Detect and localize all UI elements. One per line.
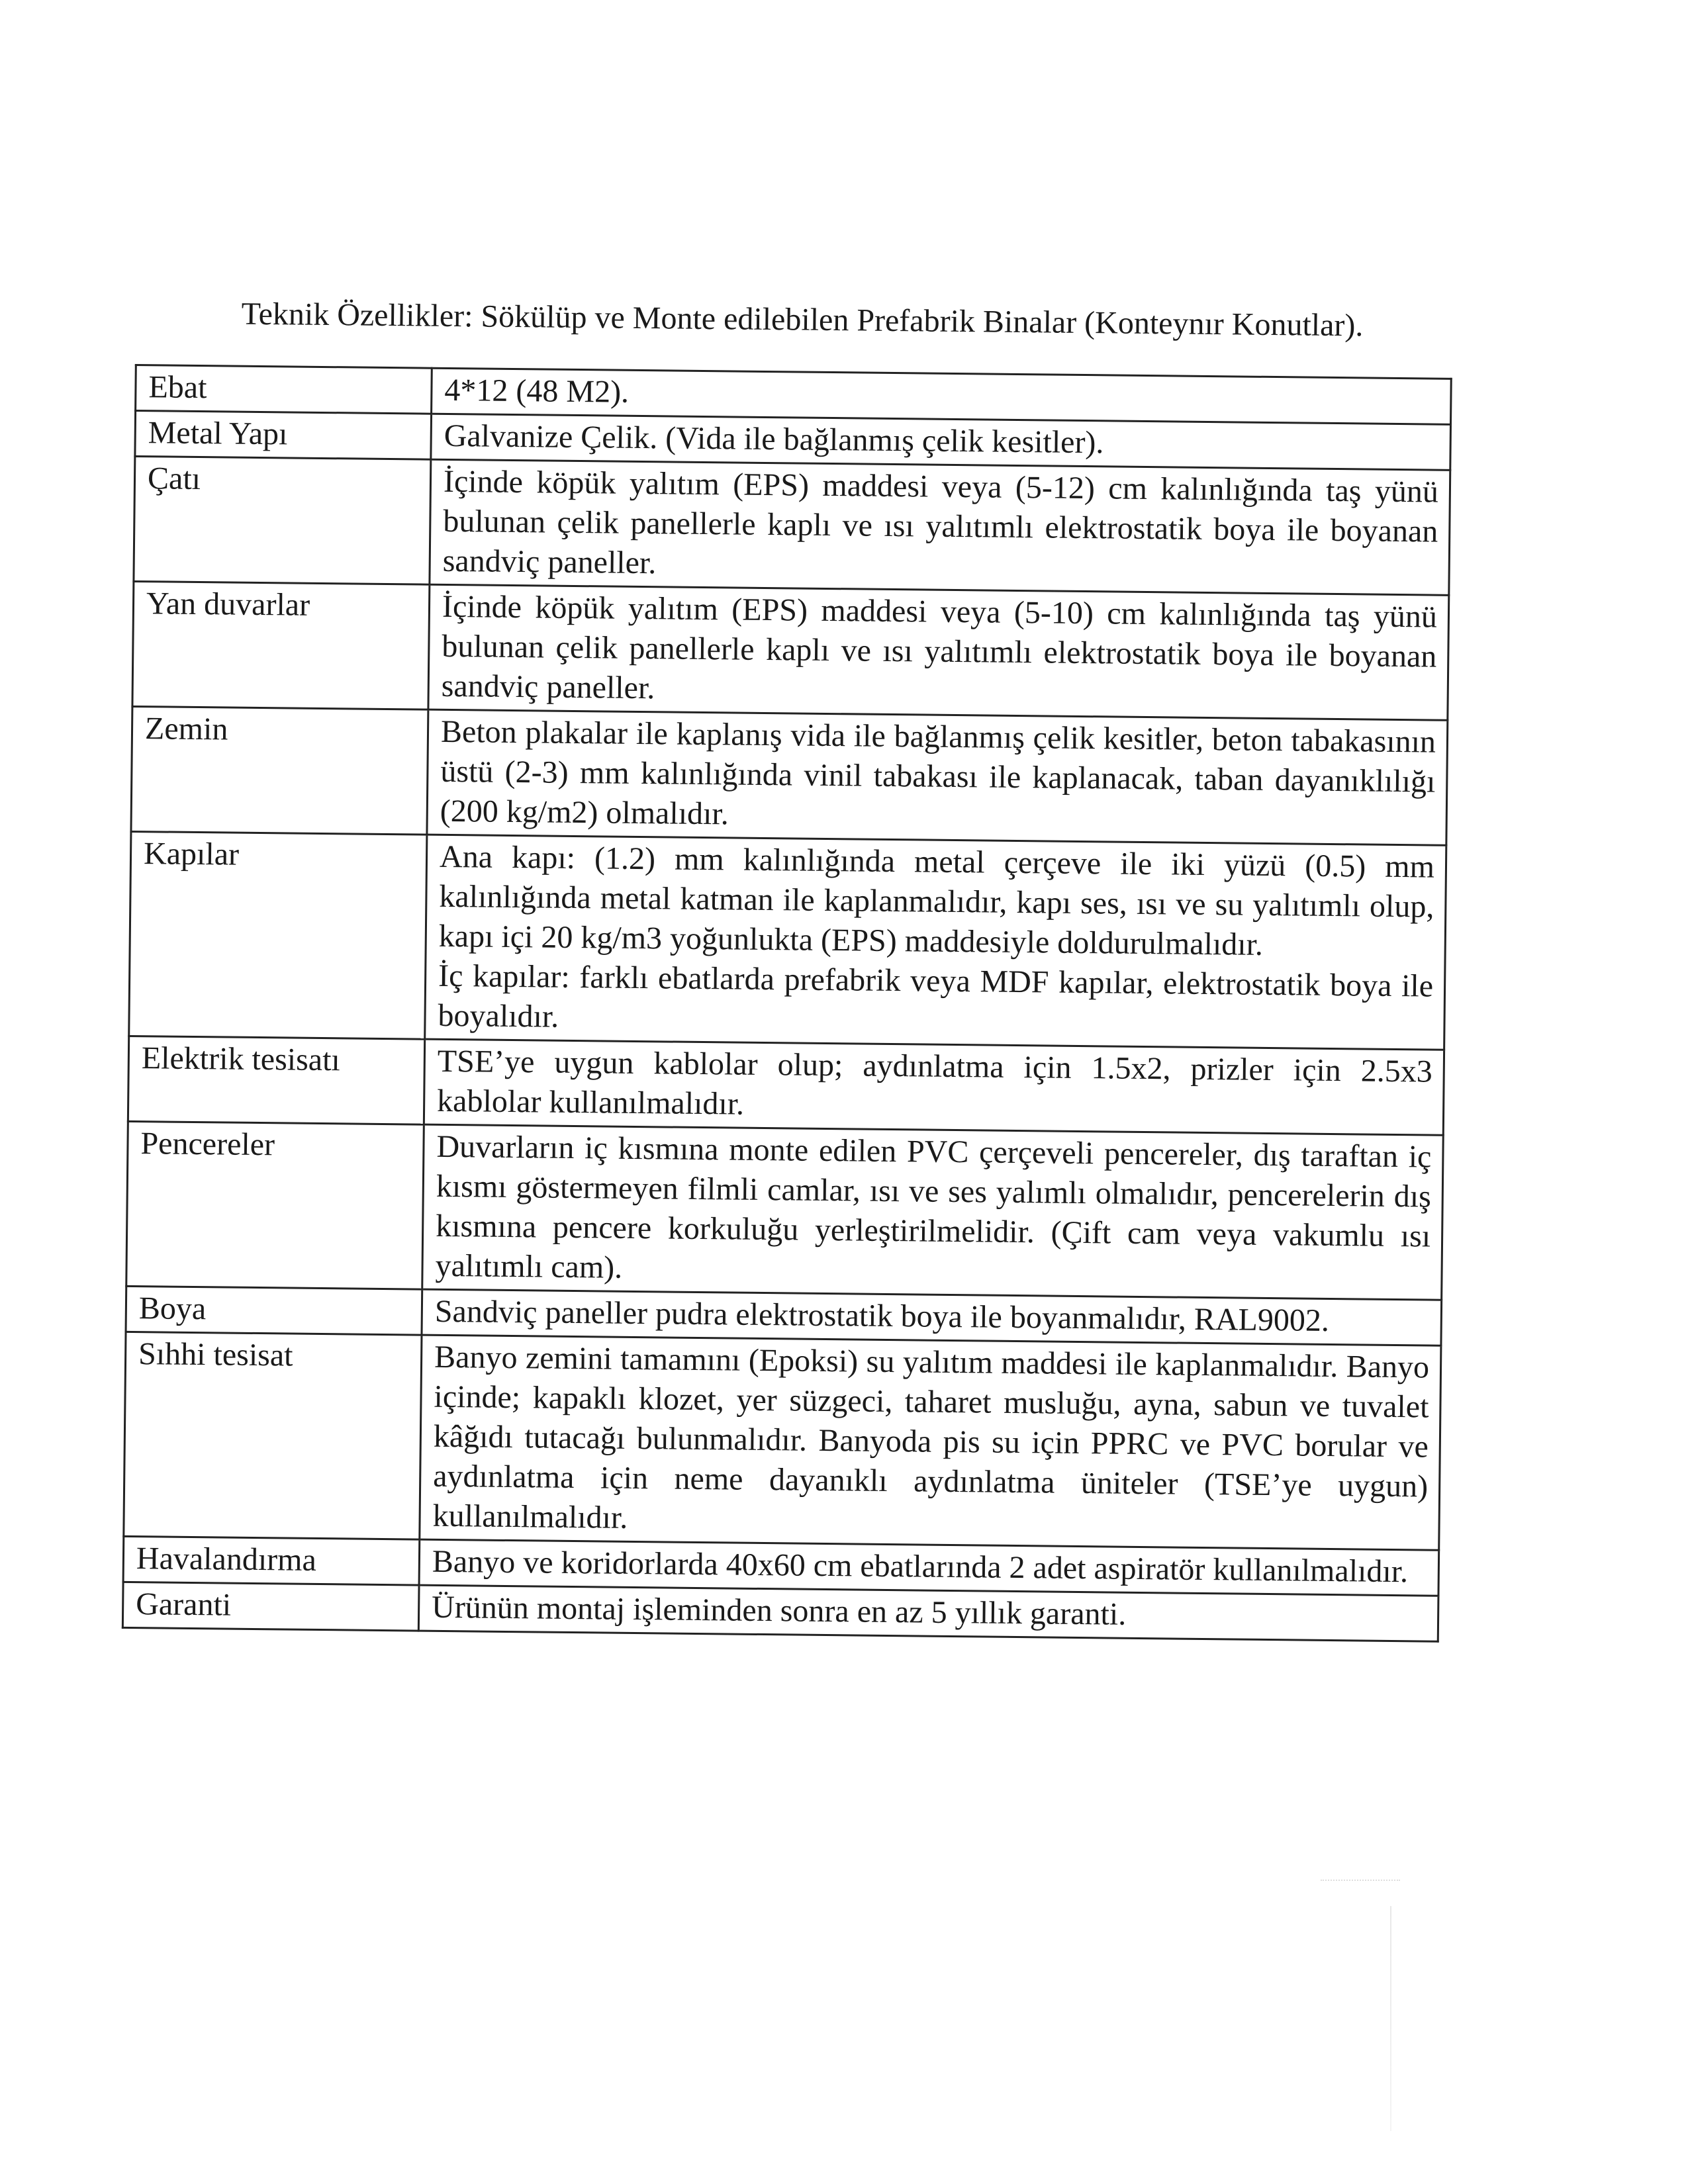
spec-label: Boya (126, 1286, 422, 1335)
scan-edge-line (1390, 1906, 1391, 2131)
spec-value-paragraph: Ürünün montaj işleminden sonra en az 5 yıllık garanti. (431, 1589, 1127, 1632)
spec-label: Garanti (122, 1582, 419, 1631)
spec-label: Elektrik tesisatı (128, 1036, 424, 1124)
spec-label: Kapılar (129, 831, 427, 1039)
document-sheet (122, 291, 1453, 1643)
scan-artifact (1321, 1880, 1400, 1885)
spec-value (425, 835, 1446, 1050)
spec-table-body (122, 365, 1451, 1642)
spec-label: Zemin (131, 706, 428, 835)
spec-label: Havalandırma (123, 1536, 420, 1585)
spec-row (124, 1332, 1441, 1550)
spec-row (132, 581, 1449, 720)
spec-row (129, 831, 1446, 1050)
spec-value (418, 1585, 1438, 1641)
spec-row (131, 706, 1448, 845)
spec-value-paragraph: 4*12 (48 M2). (444, 372, 630, 410)
spec-value (422, 1124, 1444, 1300)
spec-value-paragraph: Duvarların iç kısmına monte edilen PVC çerçeveli pencereler, dış taraftan iç kısmı göstermeyen filmli camlar, ısı ve ses yalımlı olmalıdır, pencerelerin dış kısmına pencere korkuluğu yerleştirilmelidir. (Çift cam veya vakumlu ısı yalıtımlı cam). (435, 1128, 1432, 1285)
spec-value-paragraph: Ana kapı: (1.2) mm kalınlığında metal çerçeve ile iki yüzü (0.5) mm kalınlığında metal katman ile kaplanmalıdır, kapı ses, ısı ve su yalıtımlı olup, kapı içi 20 kg/m3 yoğunlukta (EPS) maddesiyle doldurulmalıdır. (438, 839, 1435, 962)
document-intro: Teknik Özellikler: Sökülüp ve Monte edilebilen Prefabrik Binalar (Konteynır Konutlar). (241, 296, 1364, 343)
spec-value-paragraph: Sandviç paneller pudra elektrostatik boya ile boyanmalıdır, RAL9002. (434, 1293, 1330, 1338)
spec-row (134, 457, 1450, 596)
spec-label: Çatı (134, 457, 431, 585)
spec-label: Sıhhi tesisat (124, 1332, 422, 1539)
spec-table (122, 364, 1452, 1643)
spec-value-paragraph: İçinde köpük yalıtım (EPS) maddesi veya (5-12) cm kalınlığında taş yünü bulunan çelik panellerle kaplı ve ısı yalıtımlı elektrostatik boya ile boyanan sandviç paneller. (442, 463, 1439, 581)
spec-row (128, 1036, 1444, 1135)
spec-value-paragraph: TSE’ye uygun kablolar olup; aydınlatma için 1.5x2, prizler için 2.5x3 kablolar kullanılmalıdır. (436, 1043, 1433, 1122)
spec-value (420, 1335, 1441, 1550)
spec-value (427, 709, 1448, 845)
spec-value-paragraph: Banyo zemini tamamını (Epoksi) su yalıtım maddesi ile kaplanmalıdır. Banyo içinde; kapaklı klozet, yer süzgeci, taharet musluğu, ayna, sabun ve tuvalet kâğıdı tutacağı bulunmalıdır. Banyoda pis su için PPRC ve PVC borular ve aydınlatma için neme dayanıklı aydınlatma üniteler (TSE’ye uygun) kullanılmalıdır. (432, 1339, 1430, 1535)
spec-value-paragraph: Beton plakalar ile kaplanış vida ile bağlanmış çelik kesitler, beton tabakasının üstü (2-3) mm kalınlığında vinil tabakası ile kaplanacak, taban dayanıklılığı (200 kg/m2) olmalıdır. (440, 713, 1436, 832)
spec-value-paragraph: Banyo ve koridorlarda 40x60 cm ebatlarında 2 adet aspiratör kullanılmalıdır. (432, 1543, 1409, 1590)
spec-row (126, 1121, 1443, 1300)
spec-value-paragraph: İçinde köpük yalıtım (EPS) maddesi veya (5-10) cm kalınlığında taş yünü bulunan çelik panellerle kaplı ve ısı yalıtımlı elektrostatik boya ile boyanan sandviç paneller. (441, 588, 1438, 706)
spec-label: Yan duvarlar (132, 581, 430, 709)
spec-value-paragraph: İç kapılar: farklı ebatlarda prefabrik veya MDF kapılar, elektrostatik boya ile boyalıdır. (438, 958, 1434, 1034)
spec-value (430, 459, 1450, 595)
spec-value (428, 584, 1449, 720)
spec-value (424, 1039, 1444, 1135)
spec-label: Metal Yapı (135, 411, 432, 460)
spec-label: Ebat (136, 365, 432, 414)
spec-label: Pencereler (126, 1121, 424, 1289)
spec-value-paragraph: Galvanize Çelik. (Vida ile bağlanmış çelik kesitler). (444, 418, 1104, 461)
